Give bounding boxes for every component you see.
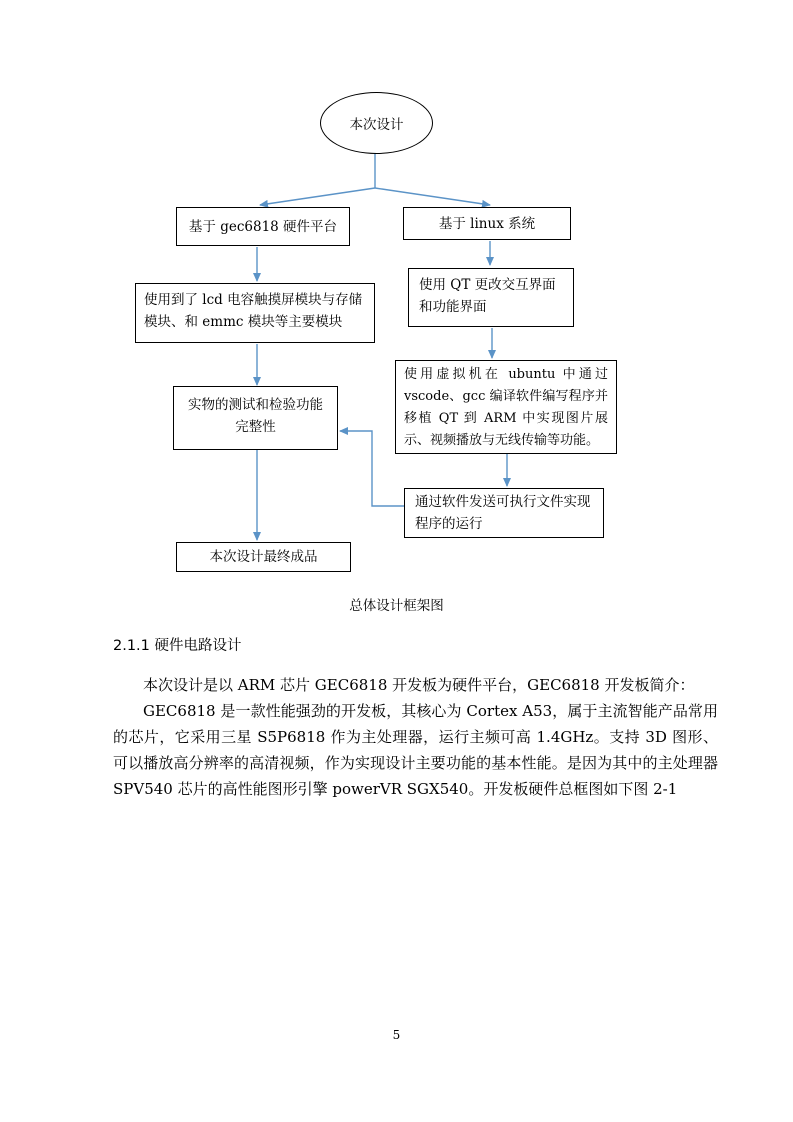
qt-label: 使用 QT 更改交互界面和功能界面 [419,277,556,315]
test-label: 实物的测试和检验功能完整性 [188,397,323,435]
linux-system-node [403,207,571,240]
final-node [176,542,351,572]
figure-caption: 总体设计框架图 [349,598,444,614]
hardware-platform-label: 基于 gec6818 硬件平台 [188,218,338,235]
qt-node [408,268,574,327]
modules-label: 使用到了 lcd 电容触摸屏模块与存储模块、和 emmc 模块等主要模块 [144,292,363,330]
modules-node [135,283,375,343]
send-node [404,488,604,538]
test-node [173,386,338,450]
vm-node [395,360,617,454]
root-label: 本次设计 [349,117,404,133]
paragraph-intro: 本次设计是以 ARM 芯片 GEC6818 开发板为硬件平台，GEC6818 开发板简介： [143,676,695,694]
arrow-root-to-linux [375,188,490,205]
final-label: 本次设计最终成品 [209,549,318,565]
root-node [320,92,433,154]
hardware-platform-node [176,207,350,246]
arrow-root-to-hardware [260,188,375,205]
page-number: 5 [392,1028,401,1042]
paragraph-gec6818: GEC6818 是一款性能强劲的开发板，其核心为 Cortex A53，属于主流智能产品常用的芯片，它采用三星 S5P6818 作为主处理器，运行主频可高 1.4GHz。支持 3D 图形、可以播放高分辨率的高清视频，作为实现设计主要功能的基本性能。是因为其中的主处理器 SPV540 芯片的高性能图形引擎 powerVR SGX540。开发板硬件总框图如下图 2-1 [113,702,718,798]
linux-system-label: 基于 linux 系统 [438,215,536,232]
section-heading: 2.1.1 硬件电路设计 [113,638,242,654]
send-label: 通过软件发送可执行文件实现程序的运行 [415,494,591,532]
vm-label: 使用虚拟机在 ubuntu 中通过 vscode、gcc 编译软件编写程序并移植 QT 到 ARM 中实现图片展示、视频播放与无线传输等功能。 [404,367,608,448]
